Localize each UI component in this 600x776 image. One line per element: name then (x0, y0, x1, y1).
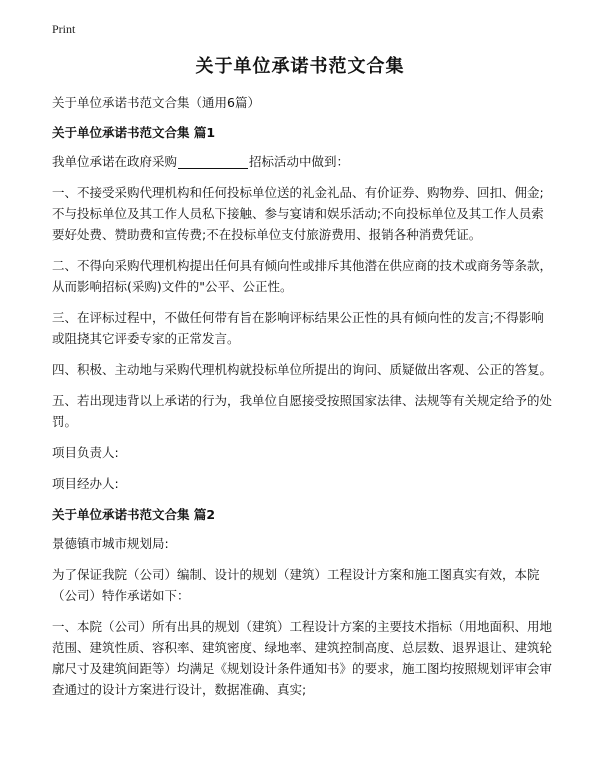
section-1-intro (52, 151, 552, 172)
paragraph: 一、不接受采购代理机构和任何投标单位送的礼金礼品、有价证券、购物券、回扣、佣金;不与投标单位及其工作人员私下接触、参与宴请和娱乐活动;不向投标单位及其工作人员索要好处费、赞助费和宣传费;不在投标单位支付旅游费用、报销各种消费凭证。 (52, 185, 544, 242)
addressee: 景德镇市城市规划局: (52, 536, 169, 551)
project-leader-line: 项目负责人: (52, 445, 119, 460)
project-handler-line: 项目经办人: (52, 476, 119, 491)
intro-text-before: 我单位承诺在政府采购 (52, 154, 178, 169)
paragraph: 一、本院（公司）所有出具的规划（建筑）工程设计方案的主要技术指标（用地面积、用地范围、建筑性质、容积率、建筑密度、绿地率、建筑控制高度、总层数、退界退让、建筑轮廓尺寸及建筑间距等）均满足《规划设计条件通知书》的要求，施工图均按照规划评审会审查通过的设计方案进行设计，数据准确、真实; (52, 619, 553, 697)
print-link[interactable]: Print (52, 22, 76, 36)
section-heading-1: 关于单位承诺书范文合集 篇1 (52, 125, 216, 140)
section-heading-2: 关于单位承诺书范文合集 篇2 (52, 507, 216, 522)
paragraph: 二、不得向采购代理机构提出任何具有倾向性或排斥其他潜在供应商的技术或商务等条款，从而影响招标(采购)文件的"公平、公正性。 (52, 258, 553, 294)
document-subtitle: 关于单位承诺书范文合集（通用6篇） (52, 95, 260, 110)
paragraph: 五、若出现违背以上承诺的行为，我单位自愿接受按照国家法律、法规等有关规定给予的处罚。 (52, 393, 553, 429)
paragraph: 四、积极、主动地与采购代理机构就投标单位所提出的询问、质疑做出客观、公正的答复。 (52, 362, 553, 377)
document-body (52, 92, 552, 710)
fill-in-blank (178, 154, 248, 169)
intro-text-after: 招标活动中做到： (249, 154, 350, 169)
paragraph: 三、在评标过程中，不做任何带有旨在影响评标结果公正性的具有倾向性的发言;不得影响或阻挠其它评委专家的正常发言。 (52, 310, 544, 346)
page-title: 关于单位承诺书范文合集 (195, 56, 405, 77)
paragraph: 为了保证我院（公司）编制、设计的规划（建筑）工程设计方案和施工图真实有效，本院（公司）特作承诺如下： (52, 567, 540, 603)
